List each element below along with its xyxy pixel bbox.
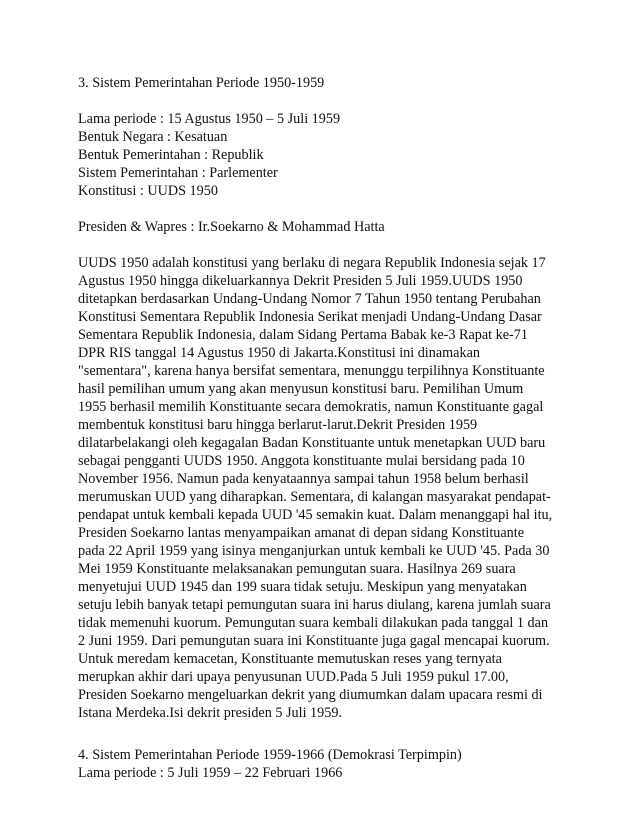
- body-line: November 1956. Namun pada kenyataannya sampai tahun 1958 belum berhasil: [78, 471, 529, 487]
- body-line: 2 Juni 1959. Dari pemungutan suara ini Konstituante juga gagal mencapai kuorum.: [78, 633, 550, 649]
- fact-government-form: Bentuk Pemerintahan : Republik: [78, 147, 264, 163]
- section-3-heading: 3. Sistem Pemerintahan Periode 1950-1959: [78, 75, 325, 91]
- body-line: setuju lebih banyak tetapi pemungutan suara ini harus diulang, karena jumlah suara: [78, 597, 551, 613]
- body-line: UUDS 1950 adalah konstitusi yang berlaku di negara Republik Indonesia sejak 17: [78, 255, 546, 271]
- body-line: Istana Merdeka.Isi dekrit presiden 5 Juli 1959.: [78, 705, 342, 721]
- body-line: Untuk meredam kemacetan, Konstituante memutuskan reses yang ternyata: [78, 651, 502, 667]
- body-line: membentuk konstitusi baru hingga berlarut-larut.Dekrit Presiden 1959: [78, 417, 478, 433]
- body-line: pada 22 April 1959 yang isinya menganjurkan untuk kembali ke UUD '45. Pada 30: [78, 543, 550, 559]
- body-line: Mei 1959 Konstituante melaksanakan pemungutan suara. Hasilnya 269 suara: [78, 561, 516, 577]
- body-line: Presiden Soekarno lantas menyampaikan amanat di depan sidang Konstituante: [78, 525, 524, 541]
- body-line: merumuskan UUD yang diharapkan. Sementara, di kalangan masyarakat pendapat-: [78, 489, 551, 505]
- body-line: menyetujui UUD 1945 dan 199 suara tidak setuju. Meskipun yang menyatakan: [78, 579, 527, 595]
- body-line: sebagai pengganti UUDS 1950. Anggota konstituante mulai bersidang pada 10: [78, 453, 525, 469]
- body-line: tidak memenuhi kuorum. Pemungutan suara kembali dilakukan pada tanggal 1 dan: [78, 615, 549, 631]
- body-line: Presiden Soekarno mengeluarkan dekrit yang diumumkan dalam upacara resmi di: [78, 687, 543, 703]
- fact-state-form: Bentuk Negara : Kesatuan: [78, 129, 228, 145]
- body-line: 1955 berhasil memilih Konstituante secara demokratis, namun Konstituante gagal: [78, 399, 544, 415]
- leaders-line: Presiden & Wapres : Ir.Soekarno & Mohammad Hatta: [78, 219, 385, 235]
- body-line: "sementara", karena hanya bersifat sementara, menunggu terpilihnya Konstituante: [78, 363, 545, 379]
- section-3-body: [78, 254, 578, 722]
- fact-constitution: Konstitusi : UUDS 1950: [78, 183, 218, 199]
- body-line: DPR RIS tanggal 14 Agustus 1950 di Jakarta.Konstitusi ini dinamakan: [78, 345, 480, 361]
- body-line: pendapat untuk kembali kepada UUD '45 semakin kuat. Dalam menanggapi hal itu,: [78, 507, 553, 523]
- document-page: [78, 74, 578, 782]
- body-line: dilatarbelakangi oleh kegagalan Badan Konstituante untuk menetapkan UUD baru: [78, 435, 546, 451]
- section-4-fact-period: Lama periode : 5 Juli 1959 – 22 Februari 1966: [78, 765, 343, 781]
- body-line: Sementara Republik Indonesia, dalam Sidang Pertama Babak ke-3 Rapat ke-71: [78, 327, 528, 343]
- section-4-heading: 4. Sistem Pemerintahan Periode 1959-1966 (Demokrasi Terpimpin): [78, 747, 462, 763]
- body-line: ditetapkan berdasarkan Undang-Undang Nomor 7 Tahun 1950 tentang Perubahan: [78, 291, 541, 307]
- body-line: Konstitusi Sementara Republik Indonesia Serikat menjadi Undang-Undang Dasar: [78, 309, 542, 325]
- body-line: merupkan akhir dari upaya penyusunan UUD.Pada 5 Juli 1959 pukul 17.00,: [78, 669, 509, 685]
- body-line: hasil pemilihan umum yang akan menyusun konstitusi baru. Pemilihan Umum: [78, 381, 524, 397]
- fact-government-system: Sistem Pemerintahan : Parlementer: [78, 165, 278, 181]
- fact-period: Lama periode : 15 Agustus 1950 – 5 Juli 1959: [78, 111, 341, 127]
- section-3-facts: [78, 110, 578, 200]
- body-line: Agustus 1950 hingga dikeluarkannya Dekrit Presiden 5 Juli 1959.UUDS 1950: [78, 273, 523, 289]
